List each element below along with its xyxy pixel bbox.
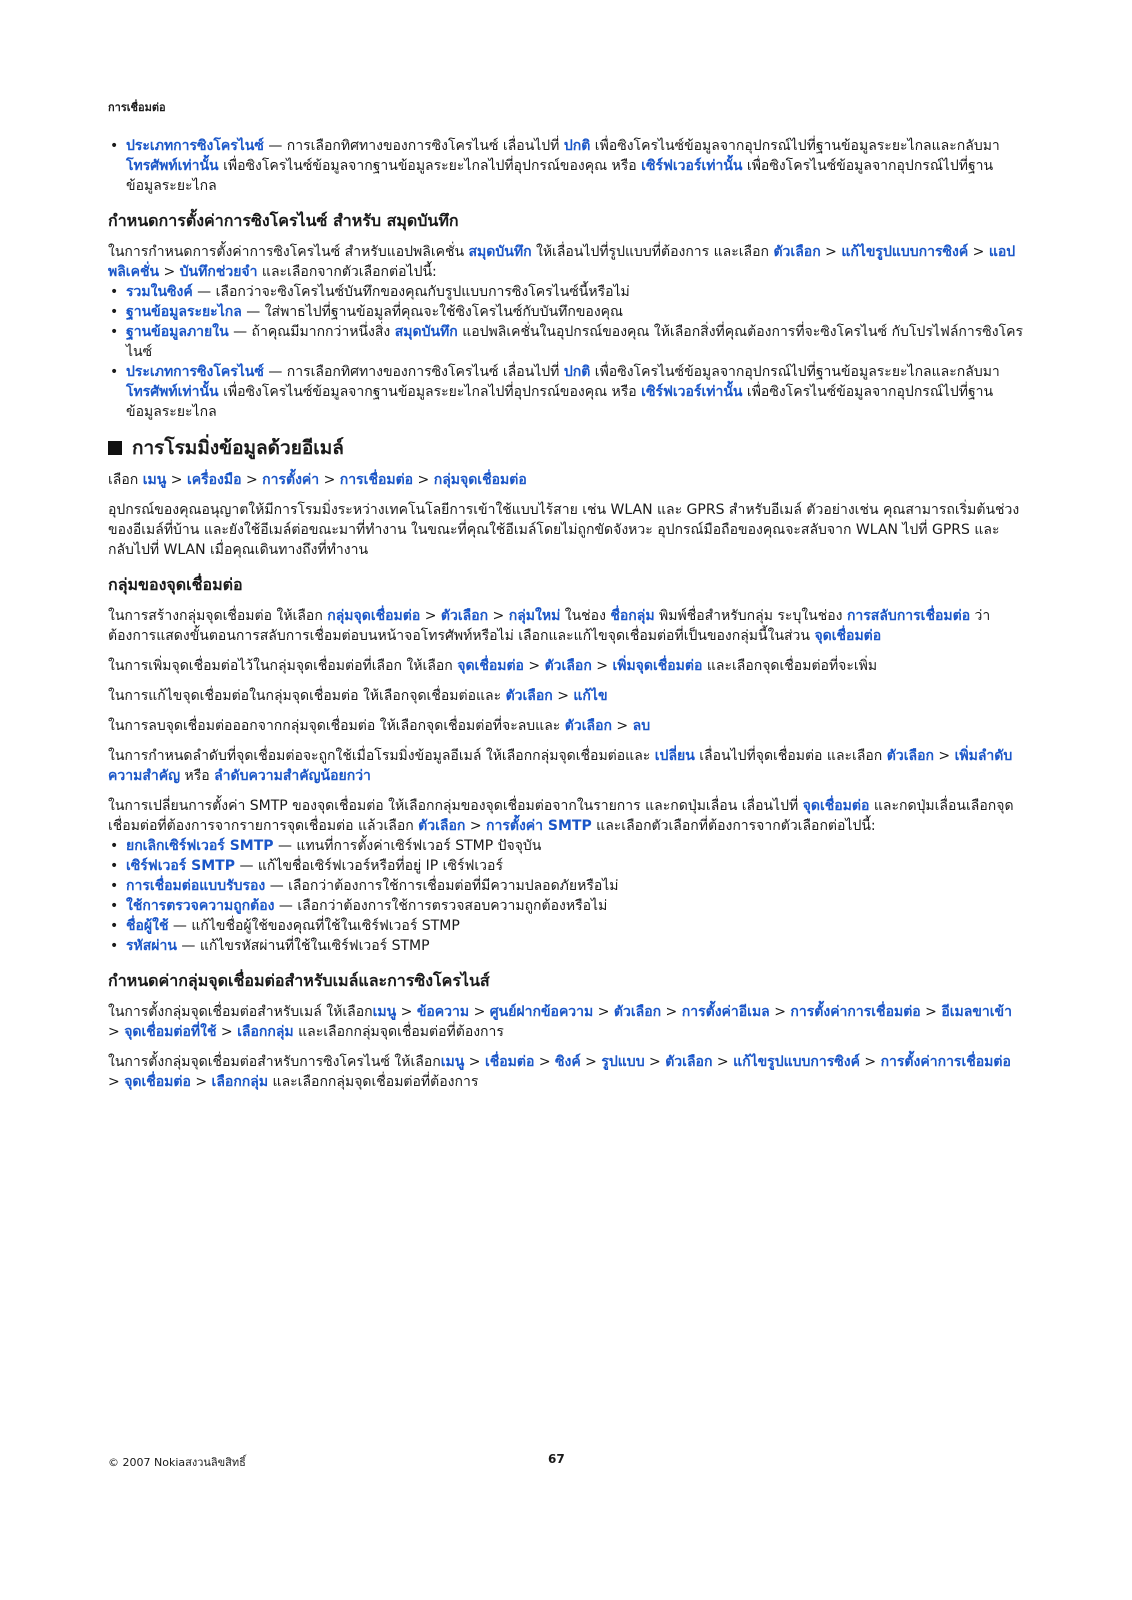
menu-link[interactable]: เมนู	[142, 472, 167, 488]
separator: >	[933, 748, 955, 764]
separator: >	[108, 1074, 125, 1090]
menu-link[interactable]: ศูนย์ฝากข้อความ	[489, 1004, 594, 1020]
text: หรือ	[180, 768, 215, 784]
menu-link[interactable]: จุดเชื่อมต่อที่ใช้	[124, 1024, 217, 1040]
list-item	[108, 322, 1023, 362]
menu-link[interactable]: ตัวเลือก	[505, 688, 553, 704]
menu-link[interactable]: การตั้งค่าการเชื่อมต่อ	[880, 1054, 1011, 1070]
separator: >	[216, 1024, 238, 1040]
option-link[interactable]: เซิร์ฟเวอร์เท่านั้น	[641, 158, 743, 174]
term-link[interactable]: เซิร์ฟเวอร์ SMTP	[126, 858, 235, 874]
separator: >	[159, 264, 180, 280]
text: ในการตั้งกลุ่มจุดเชื่อมต่อสำหรับการซิงโครไนซ์ ให้เลือก	[108, 1054, 441, 1070]
text: และเลือกกลุ่มจุดเชื่อมต่อที่ต้องการ	[293, 1024, 504, 1040]
menu-link[interactable]: เลือกกลุ่ม	[211, 1074, 269, 1090]
separator: >	[108, 1024, 125, 1040]
menu-link[interactable]: แก้ไขรูปแบบการซิงค์	[733, 1054, 860, 1070]
separator: >	[820, 244, 842, 260]
notes-sync-intro	[108, 242, 1023, 282]
list-item	[108, 282, 1023, 302]
option-link[interactable]: สมุดบันทึก	[394, 324, 458, 340]
text: — แก้ไขชื่อเซิร์ฟเวอร์หรือที่อยู่ IP เซิร์ฟเวอร์	[235, 858, 503, 874]
menu-link[interactable]: แก้ไข	[573, 688, 608, 704]
separator: >	[166, 472, 187, 488]
text: ให้เลื่อนไปที่รูปแบบที่ต้องการ และเลือก	[531, 244, 774, 260]
term-link[interactable]: ชื่อผู้ใช้	[126, 918, 169, 934]
text: และเลือกตัวเลือกที่ต้องการจากตัวเลือกต่อไปนี้:	[591, 818, 876, 834]
menu-link[interactable]: เลือกกลุ่ม	[237, 1024, 294, 1040]
menu-link[interactable]: ลบ	[632, 718, 651, 734]
term-link[interactable]: การเชื่อมต่อแบบรับรอง	[126, 878, 266, 894]
text: และเลือกกลุ่มจุดเชื่อมต่อที่ต้องการ	[268, 1074, 479, 1090]
sync-group-paragraph	[108, 1052, 1023, 1092]
list-item	[108, 362, 1023, 422]
menu-link[interactable]: กลุ่มจุดเชื่อมต่อ	[433, 472, 527, 488]
option-link[interactable]: ปกติ	[563, 364, 591, 380]
menu-link[interactable]: สมุดบันทึก	[468, 244, 532, 260]
priority-paragraph	[108, 746, 1023, 786]
term-link[interactable]: รวมในซิงค์	[126, 284, 193, 300]
smtp-paragraph	[108, 796, 1023, 836]
menu-link[interactable]: จุดเชื่อมต่อ	[802, 798, 870, 814]
edit-ap-paragraph	[108, 686, 1023, 706]
separator: >	[580, 1054, 602, 1070]
add-ap-paragraph	[108, 656, 1023, 676]
separator: >	[464, 1054, 485, 1070]
menu-link[interactable]: จุดเชื่อมต่อ	[457, 658, 524, 674]
text: — แทนที่การตั้งค่าเซิร์ฟเวอร์ STMP ปัจจุบัน	[273, 838, 542, 854]
menu-link[interactable]: เมนู	[372, 1004, 397, 1020]
text: และกดปุ่มเลื่อนเลือกจุดเชื่อมต่อที่ต้องการจากรายการจุดเชื่อมต่อ แล้วเลือก	[108, 798, 1014, 834]
list-item	[108, 916, 1023, 936]
separator: >	[920, 1004, 942, 1020]
text: และเลือกจุดเชื่อมต่อที่จะเพิ่ม	[702, 658, 878, 674]
text: เพื่อซิงโครไนซ์ข้อมูลจากอุปกรณ์ไปที่ฐานข้อมูลระยะไกล	[126, 158, 994, 194]
text: แอปพลิเคชั่นในอุปกรณ์ของคุณ ให้เลือกสิ่งที่คุณต้องการที่จะซิงโครไนซ์ กับโปรไฟล์การซิงโครไนซ์	[126, 324, 1023, 360]
content	[108, 136, 1023, 1092]
text: ว่าต้องการแสดงขั้นตอนการสลับการเชื่อมต่อบนหน้าจอโทรศัพท์หรือไม่ เลือกและแก้ไขจุดเชื่อมต่อที่เป็นของกลุ่มนี้ในส่วน	[108, 608, 991, 644]
menu-link[interactable]: ตัวเลือก	[418, 818, 466, 834]
menu-link[interactable]: ตัวเลือก	[665, 1054, 713, 1070]
menu-link[interactable]: ตัวเลือก	[613, 1004, 662, 1020]
create-group-paragraph	[108, 606, 1023, 646]
text: เพื่อซิงโครไนซ์ข้อมูลจากอุปกรณ์ไปที่ฐานข้อมูลระยะไกลและกลับมา	[590, 364, 1000, 380]
menu-link[interactable]: กลุ่มใหม่	[508, 608, 561, 624]
menu-link[interactable]: ข้อความ	[416, 1004, 470, 1020]
text: — การเลือกทิศทางของการซิงโครไนซ์ เลื่อนไปที่	[263, 138, 564, 154]
text: เพื่อซิงโครไนซ์ข้อมูลจากอุปกรณ์ไปที่ฐานข้อมูลระยะไกลและกลับมา	[590, 138, 1000, 154]
delete-ap-paragraph	[108, 716, 1023, 736]
menu-link[interactable]: ตัวเลือก	[773, 244, 821, 260]
square-bullet-icon	[108, 441, 122, 455]
separator: >	[552, 688, 574, 704]
menu-link[interactable]: แก้ไขรูปแบบการซิงค์	[841, 244, 969, 260]
text: ในช่อง	[560, 608, 611, 624]
option-link[interactable]: โทรศัพท์เท่านั้น	[126, 158, 219, 174]
menu-link[interactable]: อีเมลขาเข้า	[941, 1004, 1012, 1020]
separator: >	[413, 472, 434, 488]
menu-link[interactable]: เมนู	[440, 1054, 465, 1070]
text: — เลือกว่าจะซิงโครไนซ์บันทึกของคุณกับรูปแบบการซิงโครไนซ์นี้หรือไม่	[192, 284, 630, 300]
separator: >	[319, 472, 340, 488]
separator: >	[644, 1054, 666, 1070]
separator: >	[190, 1074, 212, 1090]
menu-link[interactable]: การตั้งค่าอีเมล	[681, 1004, 770, 1020]
text: ในการตั้งกลุ่มจุดเชื่อมต่อสำหรับเมล์ ให้เลือก	[108, 1004, 373, 1020]
list-item	[108, 856, 1023, 876]
separator: >	[523, 658, 545, 674]
separator: >	[968, 244, 989, 260]
list-item	[108, 302, 1023, 322]
menu-link[interactable]: บันทึกช่วยจำ	[179, 264, 258, 280]
text: เพื่อซิงโครไนซ์ข้อมูลจากฐานข้อมูลระยะไกลไปที่อุปกรณ์ของคุณ หรือ	[218, 158, 642, 174]
term-link[interactable]: ฐานข้อมูลภายใน	[126, 324, 229, 340]
text: ในการกำหนดการตั้งค่าการซิงโครไนซ์ สำหรับแอปพลิเคชั่น	[108, 244, 469, 260]
roaming-paragraph: อุปกรณ์ของคุณอนุญาตให้มีการโรมมิ่งระหว่างเทคโนโลยีการเข้าใช้แบบไร้สาย เช่น WLAN และ GPRS สำหรับอีเมล์ ตัวอย่างเช่น คุณสามารถเริ่มต้นช่วงของอีเมล์ที่บ้าน และยังใช้อีเมล์ต่อขณะมาที่ทำงาน ในขณะที่คุณใช้อีเมล์โดยไม่ถูกขัดจังหวะ อุปกรณ์มือถือของคุณจะสลับจาก WLAN ไปที่ GPRS และกลับไปที่ WLAN เมื่อคุณเดินทางถึงที่ทำงาน	[108, 502, 1020, 558]
section-heading-group-config: กำหนดค่ากลุ่มจุดเชื่อมต่อสำหรับเมล์และการซิงโครไนส์	[108, 971, 490, 990]
field-link[interactable]: การสลับการเชื่อมต่อ	[846, 608, 971, 624]
separator: >	[241, 472, 263, 488]
menu-link[interactable]: ซิงค์	[555, 1054, 581, 1070]
separator: >	[611, 718, 633, 734]
text: — แก้ไขชื่อผู้ใช้ของคุณที่ใช้ในเซิร์ฟเวอร์ STMP	[168, 918, 460, 934]
text: — เลือกว่าต้องการใช้การเชื่อมต่อที่มีความปลอดภัยหรือไม่	[265, 878, 619, 894]
term-link[interactable]: ฐานข้อมูลระยะไกล	[126, 304, 242, 320]
separator: >	[465, 818, 487, 834]
text: — เลือกว่าต้องการใช้การตรวจสอบความถูกต้องหรือไม่	[274, 898, 608, 914]
text: ในการเพิ่มจุดเชื่อมต่อไว้ในกลุ่มจุดเชื่อมต่อที่เลือก ให้เลือก	[108, 658, 458, 674]
menu-link[interactable]: การตั้งค่า	[262, 472, 320, 488]
text: เลื่อนไปที่จุดเชื่อมต่อ และเลือก	[694, 748, 887, 764]
separator: >	[469, 1004, 490, 1020]
list-item	[108, 936, 1023, 956]
copyright: © 2007 Nokiaสงวนลิขสิทธิ์	[108, 1456, 246, 1469]
menu-link[interactable]: กลุ่มจุดเชื่อมต่อ	[327, 608, 421, 624]
text: ในการสร้างกลุ่มจุดเชื่อมต่อ ให้เลือก	[108, 608, 328, 624]
menu-link[interactable]: การเชื่อมต่อ	[339, 472, 414, 488]
option-link[interactable]: ปกติ	[563, 138, 591, 154]
text: ในการลบจุดเชื่อมต่อออกจากกลุ่มจุดเชื่อมต่อ ให้เลือกจุดเชื่อมต่อที่จะลบและ	[108, 718, 565, 734]
field-link[interactable]: ชื่อกลุ่ม	[610, 608, 655, 624]
text: — การเลือกทิศทางของการซิงโครไนซ์ เลื่อนไปที่	[263, 364, 564, 380]
menu-link[interactable]: เพิ่มลำดับความสำคัญ	[108, 748, 1013, 784]
term-link[interactable]: ใช้การตรวจความถูกต้อง	[126, 898, 275, 914]
text: เพื่อซิงโครไนซ์ข้อมูลจากอุปกรณ์ไปที่ฐานข้อมูลระยะไกล	[126, 384, 994, 420]
separator: >	[591, 658, 613, 674]
menu-link[interactable]: ตัวเลือก	[886, 748, 934, 764]
menu-link[interactable]: ตัวเลือก	[440, 608, 489, 624]
separator: >	[420, 608, 441, 624]
term-link[interactable]: ประเภทการซิงโครไนซ์	[126, 138, 264, 154]
text: เพื่อซิงโครไนซ์ข้อมูลจากฐานข้อมูลระยะไกลไปที่อุปกรณ์ของคุณ หรือ	[218, 384, 642, 400]
menu-link[interactable]: จุดเชื่อมต่อ	[124, 1074, 191, 1090]
menu-link[interactable]: เพิ่มจุดเชื่อมต่อ	[612, 658, 703, 674]
menu-link[interactable]: การตั้งค่า SMTP	[486, 818, 592, 834]
menu-link[interactable]: ตัวเลือก	[544, 658, 592, 674]
menu-path	[108, 470, 1023, 490]
menu-link[interactable]: ตัวเลือก	[564, 718, 612, 734]
term-link[interactable]: ยกเลิกเซิร์ฟเวอร์ SMTP	[126, 838, 274, 854]
smtp-options	[108, 836, 1023, 956]
text: ในการกำหนดลำดับที่จุดเชื่อมต่อจะถูกใช้เมื่อโรมมิ่งข้อมูลอีเมล์ ให้เลือกกลุ่มจุดเชื่อมต่อและ	[108, 748, 655, 764]
separator: >	[769, 1004, 791, 1020]
list-item	[108, 136, 1023, 196]
separator: >	[661, 1004, 682, 1020]
menu-link[interactable]: แอปพลิเคชั่น	[108, 244, 1016, 280]
section-heading-ap-groups: กลุ่มของจุดเชื่อมต่อ	[108, 575, 243, 594]
sync-type-list	[108, 136, 1023, 196]
menu-link[interactable]: เครื่องมือ	[186, 472, 242, 488]
list-item	[108, 836, 1023, 856]
text: ในการแก้ไขจุดเชื่อมต่อในกลุ่มจุดเชื่อมต่อ ให้เลือกจุดเชื่อมต่อและ	[108, 688, 506, 704]
separator: >	[396, 1004, 417, 1020]
separator: >	[859, 1054, 881, 1070]
text: — ถ้าคุณมีมากกว่าหนึ่งสิ่ง	[228, 324, 395, 340]
field-link[interactable]: จุดเชื่อมต่อ	[814, 628, 882, 644]
term-link[interactable]: รหัสผ่าน	[126, 938, 177, 954]
running-header: การเชื่อมต่อ	[108, 101, 166, 114]
separator: >	[712, 1054, 734, 1070]
list-item	[108, 876, 1023, 896]
text: ในการเปลี่ยนการตั้งค่า SMTP ของจุดเชื่อมต่อ ให้เลือกกลุ่มของจุดเชื่อมต่อจากในรายการ และกดปุ่มเลื่อน เลื่อนไปที่	[108, 798, 803, 814]
text: — แก้ไขรหัสผ่านที่ใช้ในเซิร์ฟเวอร์ STMP	[176, 938, 430, 954]
page-number: 67	[548, 1452, 565, 1466]
mail-group-paragraph	[108, 1002, 1023, 1042]
notes-sync-options	[108, 282, 1023, 422]
heading-text: การโรมมิ่งข้อมูลด้วยอีเมล์	[132, 437, 344, 459]
separator: >	[488, 608, 509, 624]
option-link[interactable]: เซิร์ฟเวอร์เท่านั้น	[641, 384, 743, 400]
menu-link[interactable]: เชื่อมต่อ	[484, 1054, 535, 1070]
menu-link[interactable]: การตั้งค่าการเชื่อมต่อ	[790, 1004, 921, 1020]
text: และเลือกจากตัวเลือกต่อไปนี้:	[257, 264, 437, 280]
menu-link[interactable]: รูปแบบ	[601, 1054, 645, 1070]
text: พิมพ์ชื่อสำหรับกลุ่ม ระบุในช่อง	[654, 608, 847, 624]
option-link[interactable]: โทรศัพท์เท่านั้น	[126, 384, 219, 400]
menu-link[interactable]: ลำดับความสำคัญน้อยกว่า	[214, 768, 371, 784]
menu-link[interactable]: เปลี่ยน	[654, 748, 695, 764]
term-link[interactable]: ประเภทการซิงโครไนซ์	[126, 364, 264, 380]
text: เลือก	[108, 472, 143, 488]
section-heading-notes-sync: กำหนดการตั้งค่าการซิงโครไนซ์ สำหรับ สมุดบันทึก	[108, 211, 459, 230]
section-heading-email-roaming	[108, 436, 1023, 460]
separator: >	[593, 1004, 614, 1020]
list-item	[108, 896, 1023, 916]
separator: >	[534, 1054, 556, 1070]
text: — ใส่พาธไปที่ฐานข้อมูลที่คุณจะใช้ซิงโครไนซ์กับบันทึกของคุณ	[241, 304, 624, 320]
